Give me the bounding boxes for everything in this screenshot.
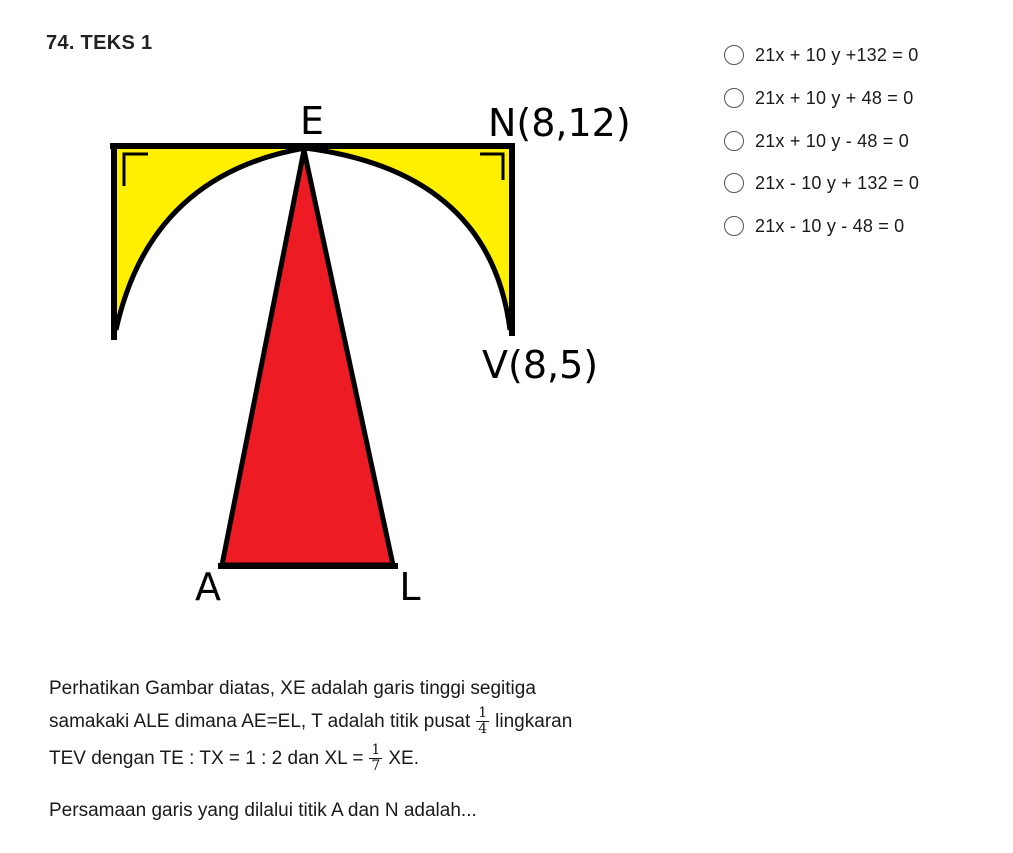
label-V: V(8,5)	[482, 343, 599, 387]
option-a[interactable]	[724, 38, 918, 72]
option-a-label: 21x + 10 y +132 = 0	[755, 44, 919, 65]
question-text-3b: XE.	[388, 747, 419, 769]
radio-button-b[interactable]	[724, 88, 744, 108]
option-e-label: 21x - 10 y - 48 = 0	[755, 215, 905, 236]
fraction-1-denominator: 4	[478, 721, 488, 737]
option-b[interactable]	[724, 81, 913, 115]
question-text-2b: lingkaran	[495, 710, 573, 732]
radio-button-c[interactable]	[724, 131, 744, 151]
label-E: E	[299, 99, 325, 143]
option-d-label: 21x - 10 y + 132 = 0	[755, 172, 920, 193]
question-prompt-line	[49, 800, 477, 822]
option-c[interactable]	[724, 124, 909, 158]
question-text-1: Perhatikan Gambar diatas, XE adalah garis tinggi segitiga	[49, 678, 536, 699]
option-c-label: 21x + 10 y - 48 = 0	[755, 130, 909, 151]
fraction-2-denominator: 7	[371, 758, 381, 774]
question-title: 74. TEKS 1	[46, 32, 153, 54]
question-prompt: Persamaan garis yang dilalui titik A dan N adalah...	[49, 800, 477, 821]
red-triangle	[222, 150, 393, 565]
question-text-line-1	[49, 678, 536, 700]
label-L: L	[399, 565, 421, 609]
question-text-line-2	[49, 706, 572, 737]
option-b-label: 21x + 10 y + 48 = 0	[755, 87, 914, 108]
radio-button-e[interactable]	[724, 216, 744, 236]
question-text-2a: samakaki ALE dimana AE=EL, T adalah titik pusat	[49, 710, 471, 732]
question-text-3a: TEV dengan TE : TX = 1 : 2 dan XL =	[49, 747, 364, 769]
fraction-1-numerator: 1	[478, 705, 488, 721]
fraction-2-numerator: 1	[371, 742, 381, 758]
fraction-one-seventh	[369, 743, 382, 774]
label-N: N(8,12)	[488, 101, 631, 145]
radio-button-a[interactable]	[724, 45, 744, 65]
option-d[interactable]	[724, 166, 919, 200]
option-e[interactable]	[724, 209, 904, 243]
label-A: A	[195, 565, 221, 609]
radio-button-d[interactable]	[724, 173, 744, 193]
fraction-one-quarter	[476, 706, 489, 737]
question-text-line-3	[49, 743, 419, 774]
